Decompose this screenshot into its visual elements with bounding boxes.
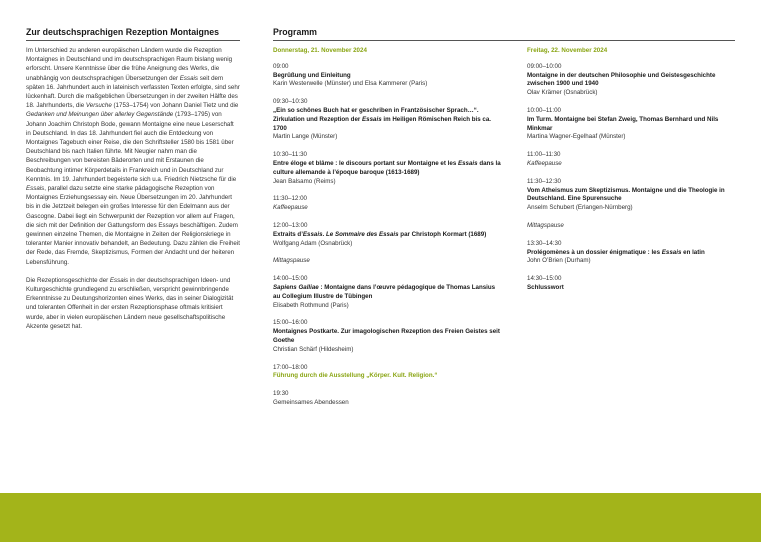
program-heading: Programm [273,26,735,41]
session-time: 11:30–12:30 [527,177,561,185]
footer-band [0,493,761,542]
session [273,257,501,266]
day-title: Donnerstag, 21. November 2024 [273,47,367,54]
session-time: 14:30–15:00 [527,275,562,283]
title-run: im Heiligen Römischen Reich bis ca. 1700 [273,115,492,132]
versuche-title: Versuche [85,102,112,110]
session [273,390,501,408]
intro-column [26,26,240,340]
text-run: Die Rezeptionsgeschichte der [26,276,110,284]
title-run: „Ein so schönes Buch hat er geschriben in Frantzösischer Sprach…“. Zirkulation und Rezeption der [273,106,479,123]
session [273,319,501,354]
session-title [273,231,501,240]
title-italic: Essais [362,115,382,123]
session-time: 19:30 [273,390,289,398]
session-time: 12:00–13:00 [273,221,308,229]
gedanken-title: Gedanken und Meinungen über allerley Gegenstände [26,111,174,119]
session [527,107,737,142]
text-run: Im Unterschied zu anderen europäischen Ländern wurde die Rezeption Montaignes in Deutschland und im deutschsprachigen Raum bislang wenig erforscht. Unsere Kenntnisse über die frühe Aneignung des Werks, die unabhängig von deutschsprachigen Übersetzungen der [26,47,233,82]
session-title: Im Turm. Montaigne bei Stefan Zweig, Thomas Bernhard und Nils Minkmar [527,115,719,132]
title-run: dans la culture allemande à l’époque baroque (1613-1689) [273,159,501,176]
title-italic: Le Sommaire des Essais [326,230,399,238]
session-title: Schlusswort [527,283,564,291]
session-pause: Mittagspause [527,221,564,229]
title-run: Entre éloge et blâme : le discours portant sur Montaigne et les [273,159,458,167]
text-run: in der deutschsprachigen Ideen- und Kulturgeschichte grundlegend zu erschließen, verspricht gewinnbringende Erkenntnisse zu Deutungshorizonten eines Werks, das in seiner Dialogizität und toleranten Offenheit in der ersten Rezeptionsphase oftmals kritisiert wurde, aber in vielen europäischen Ländern neue gesellschaftspolitische Akzente gesetzt hat. [26,276,234,330]
session-time: 10:30–11:30 [273,151,307,159]
session-speaker: Anselm Schubert (Erlangen-Nürnberg) [527,204,633,212]
session-title [273,284,501,302]
session-pause: Mittagspause [273,257,310,265]
essais-title: Essais [26,185,45,193]
day-thursday [273,47,501,417]
session [527,63,737,98]
session [527,222,737,231]
intro-heading: Zur deutschsprachigen Rezeption Montaignes [26,26,240,41]
session [273,151,501,186]
session-time: 09:00 [273,62,289,70]
session-time: 15:00–16:00 [273,319,308,327]
session [273,222,501,248]
session-description: Gemeinsames Abendessen [273,398,349,406]
session-time: 09:30–10:30 [273,98,308,106]
session-speaker: Jean Balsamo (Reims) [273,177,336,185]
text-run: (1753–1754) von Johann Daniel Tietz und die [111,102,239,110]
title-italic: Essais [302,230,323,238]
session-time: 10:00–11:00 [527,106,561,114]
intro-paragraph-2 [26,276,240,331]
session [527,178,737,213]
session-time: 11:30–12:00 [273,195,307,203]
session-speaker: John O’Brien (Durham) [527,257,591,265]
day-title: Freitag, 22. November 2024 [527,47,608,54]
session [273,98,501,142]
title-run: Extraits d’ [273,230,303,238]
session-time: 11:00–11:30 [527,151,561,159]
session [273,63,501,89]
session-title: Vom Atheismus zum Skeptizismus. Montaigne und die Theologie in Deutschland. Eine Spurensuche [527,186,725,203]
program-column [273,26,735,406]
session-time: 09:00–10:00 [527,62,562,70]
session [273,364,501,382]
essais-title: Essais [179,74,199,82]
session-title [527,249,737,258]
title-run: . [322,230,326,238]
session-speaker: Wolfgang Adam (Osnabrück) [273,239,353,247]
text-run: (1793–1795) von Johann Joachim Christoph Bode, gewann Montaigne eine neue Leserschaft in Deutschland. In das 18. Jahrhundert fiel auch die Entdeckung von Montaignes Tagebuch einer Reise, die den Schriftsteller 1580 bis 1581 über Deutschland bis nach Italien führte. Mit Neugier nahm man die Beschreibungen von bereisten Bäderorten und mit Erstaunen die Beobachtung intimer Körperdetails in Frankreich und in Deutschland zur Kenntnis. Im 19. Jahrhundert begeisterte sich u.a. Friedrich Nietzsche für die [26,111,237,183]
session-title: Montaigne in der deutschen Philosophie und Geistesgeschichte zwischen 1900 und 1940 [527,71,716,88]
session-title [273,107,501,133]
session-speaker: Martina Wagner-Egelhaaf (Münster) [527,133,626,141]
session [527,275,737,293]
title-italic: Essais [457,159,478,167]
session-title: Montaignes Postkarte. Zur imagologischen Rezeption des Freien Geistes seit Goethe [273,328,500,344]
title-italic: Sapiens Galliae [273,283,319,291]
title-run: Prolégomènes à un dossier énigmatique : les [527,248,662,256]
text-run: seit dem späten 16. Jahrhundert auch in lateinisch verfassten Texten erfolgte, sind sehr lückenhaft. Durch die maßgeblichen Übersetzungen in der zweiten Hälfte des 18. Jahrhunderts, die [26,74,240,110]
session-speaker: Christian Schärf (Hildesheim) [273,345,354,353]
session [527,151,737,169]
session [527,240,737,266]
text-run: , parallel dazu setzte eine starke pädagogische Rezeption von Montaignes Erziehungsessay ein. Neue Übersetzungen im 20. Jahrhundert bis in die Jetztzeit belegen ein großes Interesse für den Edelmann aus der Gascogne. Dabei liegt ein Schwerpunkt der Rezeption vor allem auf Fragen, die sich mit der Definition der Gattungsform des Essays beschäftigen. Zudem gewinnen einzelne Themen, die Montaigne in Zeiten der Religionskriege in toleranter Manier innovativ behandelt, an Bedeutung. Dazu zählen die Freiheit der Rede, das Fremde, Skeptizismus, Formen der Andacht und der heiteren Lebensführung. [26,185,240,266]
session-title-highlight: Führung durch die Ausstellung „Körper. Kult. Religion.“ [273,372,438,380]
title-run: en latin [681,248,705,256]
session-time: 13:30–14:30 [527,239,562,247]
session-title [273,160,501,178]
title-italic: Essais [661,248,682,256]
day-friday [527,47,737,302]
session [273,275,501,310]
session-time: 14:00–15:00 [273,275,308,283]
session [273,195,501,213]
session-time: 17:00–18:00 [273,363,308,371]
session-speaker: Martin Lange (Münster) [273,133,338,141]
title-run: par Christoph Kormart (1689) [398,230,487,238]
session-title: Begrüßung und Einleitung [273,71,351,79]
intro-paragraph-1 [26,46,240,267]
session-pause: Kaffeepause [527,159,562,167]
essais-title: Essais [109,276,129,284]
intro-text [26,46,240,331]
session-pause: Kaffeepause [273,204,308,212]
session-speaker: Olav Krämer (Osnabrück) [527,89,598,97]
session-speaker: Elisabeth Rothmund (Paris) [273,301,349,309]
title-run: : Montaigne dans l’œuvre pédagogique de Thomas Lansius au Collegium Illustre de Tübingen [273,283,496,300]
session-speaker: Karin Westerwelle (Münster) und Elsa Kammerer (Paris) [273,80,428,88]
